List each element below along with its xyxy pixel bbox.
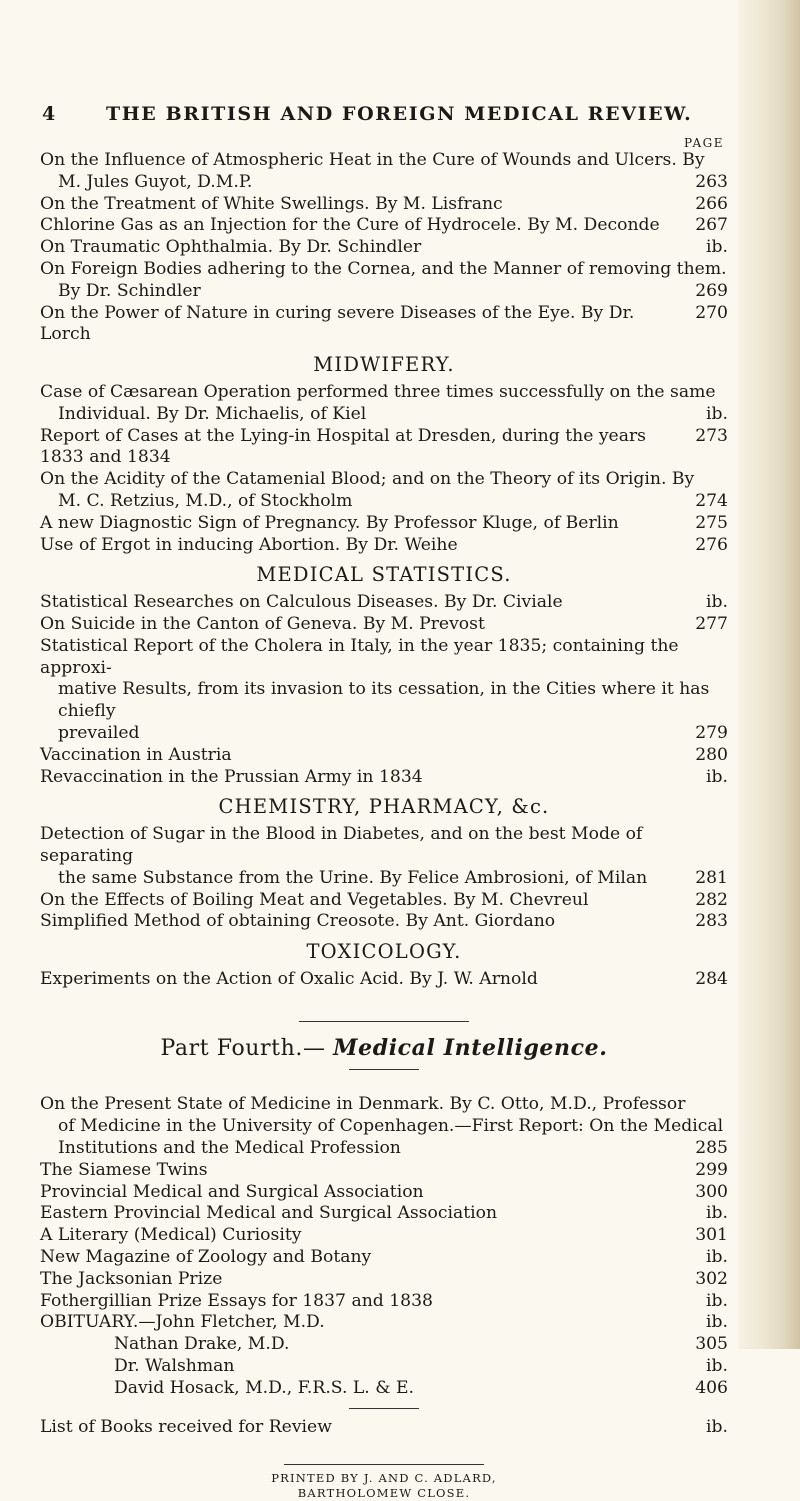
entry-text: OBITUARY.—John Fletcher, M.D.	[40, 1312, 325, 1333]
entry-page: ib.	[706, 592, 728, 613]
chemistry-section	[40, 824, 728, 933]
toc-entry-line	[40, 767, 728, 789]
entry-text: Provincial Medical and Surgical Association	[40, 1181, 424, 1202]
entry-text: Simplified Method of obtaining Creosote. By Ant. Giordano	[40, 911, 556, 932]
entry-page: 299	[695, 1159, 728, 1180]
entry-text: The Siamese Twins	[40, 1159, 208, 1180]
toc-entry-line	[40, 215, 728, 237]
toc-entry-line	[40, 513, 728, 535]
entry-page: ib.	[706, 403, 728, 424]
journal-title: THE BRITISH AND FOREIGN MEDICAL REVIEW.	[106, 103, 693, 125]
entry-text: On Foreign Bodies adhering to the Cornea, and the Manner of removing them.	[40, 258, 727, 279]
toc-entry-line	[40, 1356, 728, 1378]
entry-page: 267	[695, 215, 728, 236]
entry-text: Vaccination in Austria	[40, 744, 232, 765]
part-four-title: Medical Intelligence.	[333, 1034, 608, 1061]
entry-page: 284	[695, 968, 728, 989]
contents	[40, 136, 728, 1501]
toc-entry-line	[40, 1116, 728, 1138]
toc-entry-line	[40, 150, 728, 172]
entry-text: The Jacksonian Prize	[40, 1268, 223, 1289]
entry-text: Individual. By Dr. Michaelis, of Kiel	[58, 403, 367, 424]
entry-text: mative Results, from its invasion to its cessation, in the Cities where it has chiefly	[58, 679, 710, 722]
entry-page: 285	[695, 1138, 728, 1159]
entry-page: 276	[695, 534, 728, 555]
toc-entry-line	[40, 1182, 728, 1204]
entry-page: 305	[695, 1334, 728, 1355]
entry-page: ib.	[706, 1203, 728, 1224]
entry-text: By Dr. Schindler	[58, 280, 201, 301]
entry-page: 301	[695, 1225, 728, 1246]
toc-entry-line	[40, 636, 728, 680]
entry-page: 274	[695, 490, 728, 511]
part-four-label: Part Fourth.—	[160, 1035, 326, 1061]
page-column-label: PAGE	[684, 136, 724, 150]
entry-text: Nathan Drake, M.D.	[114, 1334, 290, 1355]
toc-entry-line	[40, 592, 728, 614]
entry-page: 280	[695, 744, 728, 765]
entry-text: On Traumatic Ophthalmia. By Dr. Schindler	[40, 237, 422, 258]
entry-text: New Magazine of Zoology and Botany	[40, 1247, 372, 1268]
toc-entry-line	[40, 426, 728, 470]
toc-entry-line	[40, 1160, 728, 1182]
toc-entry-line	[40, 723, 728, 745]
entry-text: the same Substance from the Urine. By Felice Ambrosioni, of Milan	[58, 867, 648, 888]
entry-text: On the Power of Nature in curing severe Diseases of the Eye. By Dr. Lorch	[40, 302, 635, 345]
toxicology-section	[40, 969, 728, 991]
entry-text: Eastern Provincial Medical and Surgical Association	[40, 1203, 498, 1224]
toc-entry-line	[40, 535, 728, 557]
entry-text: On the Influence of Atmospheric Heat in the Cure of Wounds and Ulcers. By	[40, 150, 705, 170]
toc-entry-line	[40, 614, 728, 636]
entry-text: Detection of Sugar in the Blood in Diabetes, and on the best Mode of separating	[40, 824, 643, 866]
entry-text: On Suicide in the Canton of Geneva. By M. Prevost	[40, 613, 485, 634]
toc-entry-line	[40, 469, 728, 491]
toc-entry-line	[40, 404, 728, 426]
running-head	[42, 103, 722, 125]
page-number: 4	[42, 103, 57, 125]
entry-text: Case of Cæsarean Operation performed three times successfully on the same	[40, 381, 716, 402]
toc-entry-line	[40, 1247, 728, 1269]
entry-page: ib.	[706, 1312, 728, 1333]
midwifery-heading: MIDWIFERY.	[313, 353, 455, 377]
entry-text: prevailed	[58, 722, 140, 743]
toc-entry-line	[40, 382, 728, 404]
printer-line-2: BARTHOLOMEW CLOSE.	[297, 1486, 471, 1501]
entry-page: 302	[695, 1268, 728, 1289]
toc-entry-line	[40, 194, 728, 216]
entry-page: 406	[695, 1377, 728, 1398]
entry-page: 300	[695, 1181, 728, 1202]
divider	[349, 1408, 419, 1409]
divider	[349, 1069, 419, 1070]
books-entry	[40, 1417, 728, 1439]
printer-line-1: PRINTED BY J. AND C. ADLARD,	[271, 1471, 497, 1486]
toc-entry-line	[40, 1138, 728, 1160]
entry-text: David Hosack, M.D., F.R.S. L. & E.	[114, 1377, 415, 1398]
part-four-section	[40, 1094, 728, 1399]
toc-entry-line	[40, 911, 728, 933]
toc-entry-line	[40, 1269, 728, 1291]
divider	[284, 1464, 484, 1465]
toc-entry-line	[40, 259, 728, 281]
toc-entry-line	[40, 890, 728, 912]
entry-page: 273	[695, 425, 728, 446]
divider	[299, 1021, 469, 1022]
entry-text: Institutions and the Medical Profession	[58, 1138, 401, 1159]
entry-page: 282	[695, 889, 728, 910]
toc-entry-line	[40, 1225, 728, 1247]
page-edge	[738, 0, 800, 1349]
toc-entry-line	[40, 303, 728, 347]
part-four-heading	[40, 1034, 728, 1061]
toc-entry-line	[40, 172, 728, 194]
entry-page: ib.	[706, 1356, 728, 1377]
entry-text: Experiments on the Action of Oxalic Acid. By J. W. Arnold	[40, 968, 538, 989]
entry-page: 277	[695, 613, 728, 634]
entry-text: M. C. Retzius, M.D., of Stockholm	[58, 490, 353, 511]
entry-text: of Medicine in the University of Copenhagen.—First Report: On the Medical	[58, 1116, 724, 1137]
entry-page: 281	[695, 867, 728, 888]
entry-text: Use of Ergot in inducing Abortion. By Dr. Weihe	[40, 534, 458, 555]
entry-text: Fothergillian Prize Essays for 1837 and 1838	[40, 1290, 433, 1311]
medical-statistics-section	[40, 592, 728, 788]
printer-imprint	[40, 1471, 728, 1501]
entry-text: A Literary (Medical) Curiosity	[40, 1225, 302, 1246]
entry-page: ib.	[706, 1416, 728, 1437]
toxicology-heading: TOXICOLOGY.	[306, 940, 462, 964]
entry-text: M. Jules Guyot, D.M.P.	[58, 171, 253, 192]
entry-page: 275	[695, 512, 728, 533]
entry-text: On the Treatment of White Swellings. By M. Lisfranc	[40, 193, 503, 214]
surgery-section	[40, 150, 728, 346]
entry-page: 263	[695, 171, 728, 192]
entry-text: On the Present State of Medicine in Denmark. By C. Otto, M.D., Professor	[40, 1094, 686, 1115]
entry-text: Report of Cases at the Lying-in Hospital at Dresden, during the years 1833 and 1834	[40, 425, 646, 468]
toc-entry-line	[40, 745, 728, 767]
entry-page: 283	[695, 911, 728, 932]
entry-page: 279	[695, 722, 728, 743]
entry-page: 266	[695, 193, 728, 214]
toc-entry-line	[40, 1334, 728, 1356]
entry-text: On the Effects of Boiling Meat and Vegetables. By M. Chevreul	[40, 889, 589, 910]
toc-entry-line	[40, 868, 728, 890]
medical-statistics-heading: MEDICAL STATISTICS.	[256, 563, 512, 587]
toc-entry-line	[40, 824, 728, 868]
entry-page: ib.	[706, 237, 728, 258]
entry-text: Chlorine Gas as an Injection for the Cure of Hydrocele. By M. Deconde	[40, 215, 660, 236]
toc-entry-line	[40, 1378, 728, 1400]
entry-text: Revaccination in the Prussian Army in 1834	[40, 766, 423, 787]
toc-entry-line	[40, 969, 728, 991]
entry-page: 269	[695, 280, 728, 301]
toc-entry-line	[40, 679, 728, 723]
entry-page: 270	[695, 302, 728, 323]
entry-text: On the Acidity of the Catamenial Blood; and on the Theory of its Origin. By	[40, 469, 695, 490]
midwifery-section	[40, 382, 728, 556]
entry-text: Dr. Walshman	[114, 1356, 235, 1377]
entry-page: ib.	[706, 1247, 728, 1268]
toc-entry-line	[40, 491, 728, 513]
toc-entry-line	[40, 1094, 728, 1116]
entry-page: ib.	[706, 766, 728, 787]
chemistry-heading: CHEMISTRY, PHARMACY, &c.	[218, 795, 550, 819]
toc-entry-line	[40, 1312, 728, 1334]
entry-page: ib.	[706, 1290, 728, 1311]
toc-entry-line	[40, 1203, 728, 1225]
entry-text: A new Diagnostic Sign of Pregnancy. By Professor Kluge, of Berlin	[40, 512, 619, 533]
entry-text: Statistical Researches on Calculous Diseases. By Dr. Civiale	[40, 592, 563, 613]
toc-entry-line	[40, 281, 728, 303]
entry-text: List of Books received for Review	[40, 1416, 332, 1437]
toc-entry-line	[40, 237, 728, 259]
entry-text: Statistical Report of the Cholera in Italy, in the year 1835; containing the approxi-	[40, 635, 679, 678]
toc-entry-line	[40, 1291, 728, 1313]
